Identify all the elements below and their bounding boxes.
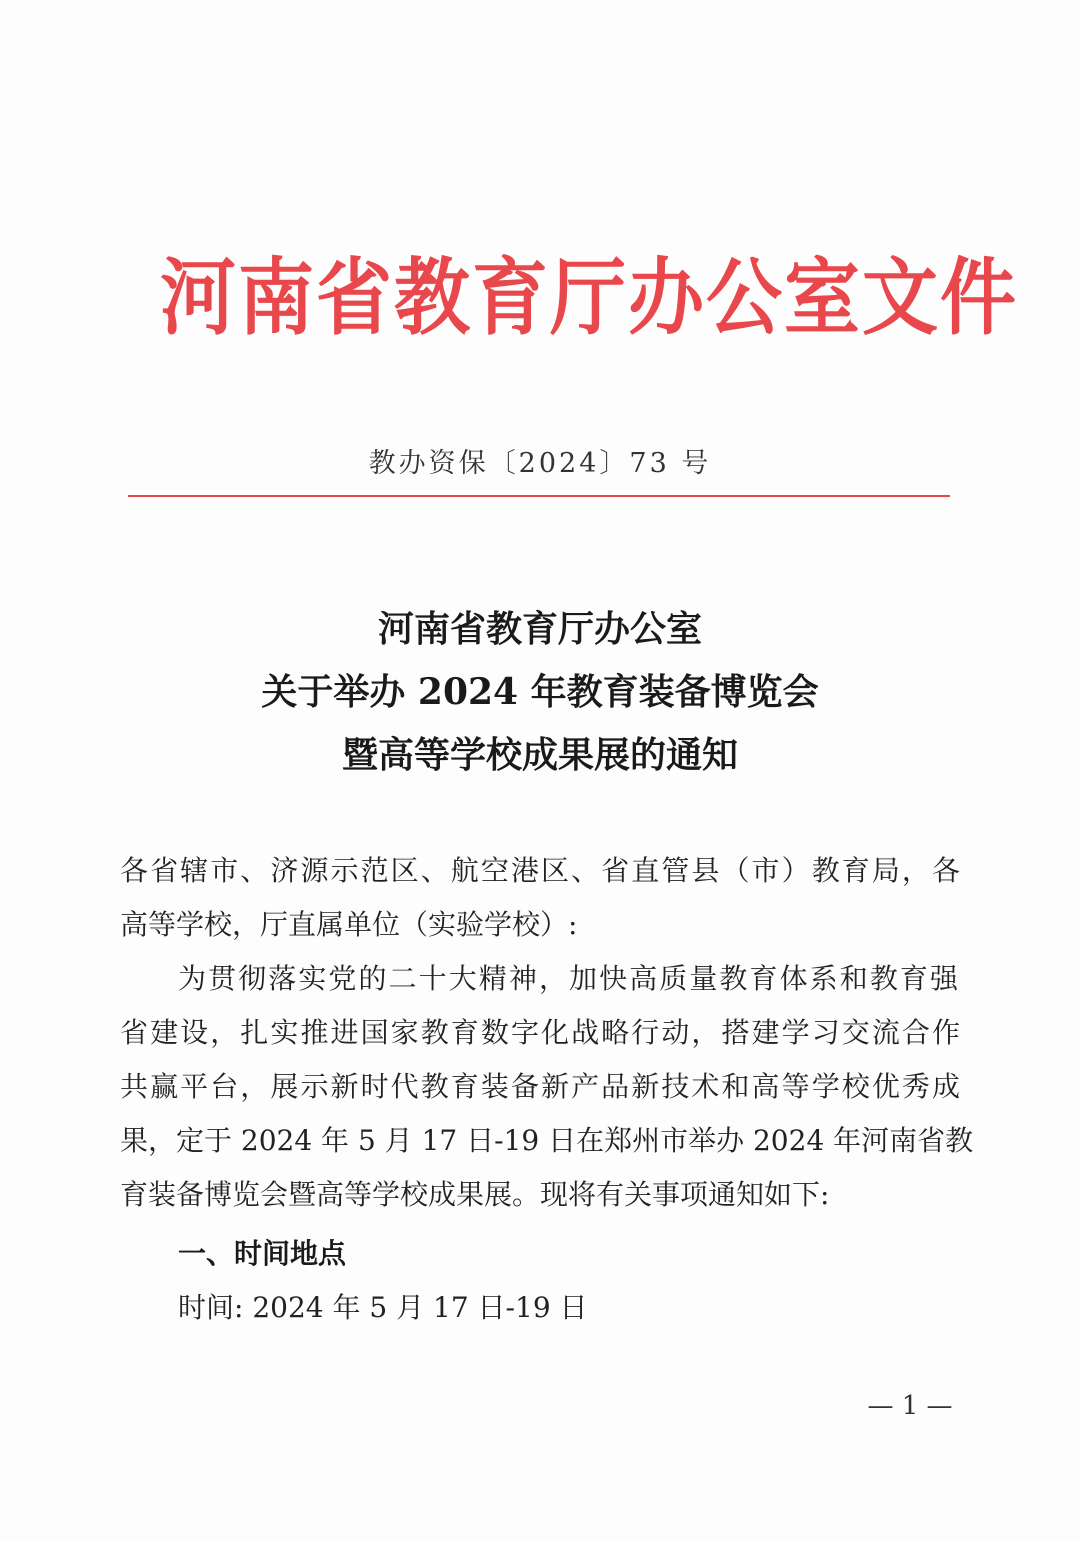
time-line: 时间: 2024 年 5 月 17 日-19 日 — [178, 1291, 588, 1324]
paragraph-line-1: 为贯彻落实党的二十大精神，加快高质量教育体系和教育强 — [178, 962, 958, 995]
letterhead-title: 河南省教育厅办公室文件 — [160, 248, 1018, 347]
document-number: 教办资保〔2024〕73 号 — [368, 448, 712, 479]
paragraph-line-4: 果，定于 2024 年 5 月 17 日-19 日在郑州市举办 2024 年河南省教 — [120, 1124, 974, 1157]
addressee-line-2: 高等学校，厅直属单位（实验学校）: — [120, 908, 578, 941]
notice-title-line-1: 河南省教育厅办公室 — [377, 608, 702, 650]
paragraph-line-3: 共赢平台，展示新时代教育装备新产品新技术和高等学校优秀成 — [120, 1070, 960, 1103]
page-number: — 1 — — [867, 1391, 953, 1421]
paragraph-line-5: 育装备博览会暨高等学校成果展。现将有关事项通知如下: — [120, 1178, 830, 1211]
section-heading: 一、时间地点 — [178, 1237, 347, 1270]
paragraph-line-2: 省建设，扎实推进国家教育数字化战略行动，搭建学习交流合作 — [120, 1016, 960, 1049]
red-divider-line — [128, 495, 950, 497]
notice-title-line-2: 关于举办 2024 年教育装备博览会 — [261, 671, 819, 713]
addressee-line-1: 各省辖市、济源示范区、航空港区、省直管县（市）教育局，各 — [120, 854, 960, 887]
notice-title-line-3: 暨高等学校成果展的通知 — [341, 734, 738, 776]
